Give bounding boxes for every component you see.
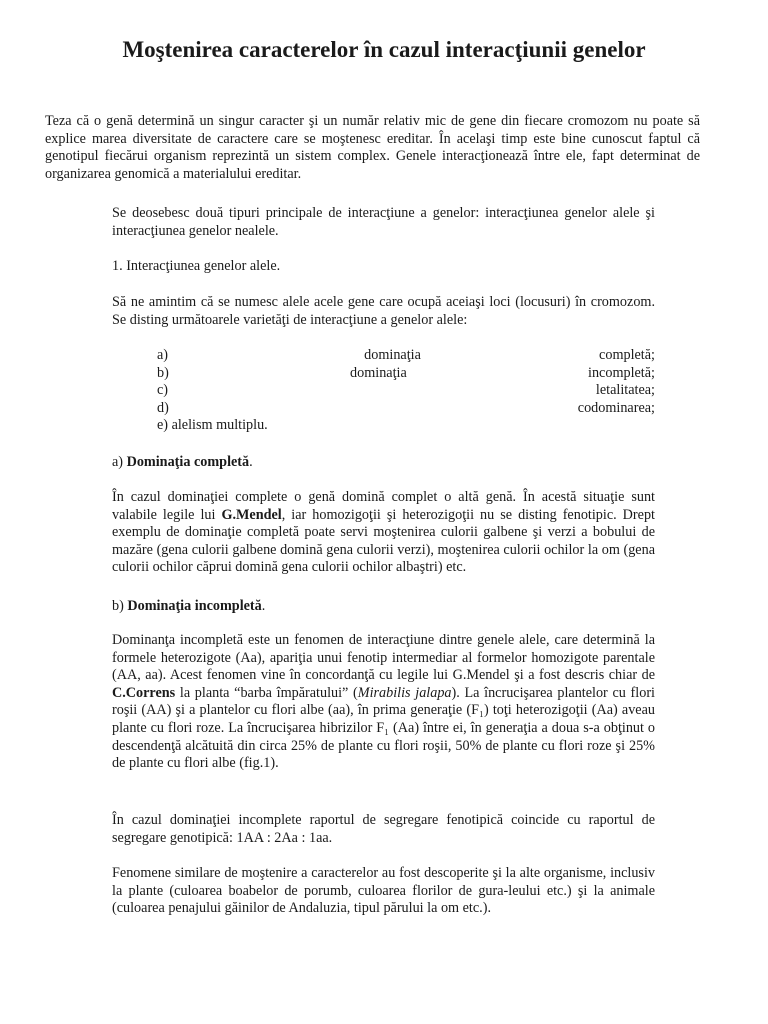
segregation-paragraph: În cazul dominaţiei incomplete raportul de segregare fenotipică coincide cu raportul de segregare genotipică: 1AA : 2Aa : 1aa. <box>112 812 655 846</box>
list-item: a) dominaţia completă; <box>157 347 655 363</box>
page-title: Moştenirea caracterelor în cazul interacţiunii genelor <box>122 37 646 62</box>
list-item: d) codominarea; <box>157 399 655 416</box>
complete-dominance-paragraph: În cazul dominaţiei complete o genă domină complet o altă genă. În acestă situaţie sunt valabile legile lui G.Mendel, iar homozigoţii şi heterozigoţii nu se disting fenotipic. Drept exemplu de dominaţie completă poate servi moştenirea culorii galbene şi verzi a bobului de mazăre (gena culorii galbene domină gena culorii verzi), moştenirea culorii ochilor la om (gena culorii ochilor căprui domină gena culorii ochilor albaştri) etc. <box>112 489 655 576</box>
similar-phenomena-paragraph: Fenomene similare de moştenire a caracterelor au fost descoperite şi la alte organisme, inclusiv la plante (culoarea boabelor de porumb, culoarea florilor de gura-leului etc.) şi la animale (culoarea penajului găinilor de Andaluzia, tipul părului la om etc.). <box>112 865 655 917</box>
intro-paragraph: Teza că o genă determină un singur caracter şi un număr relativ mic de gene din fiecare cromozom nu poate să explice marea diversitate de caractere care se moştenesc ereditar. În acelaşi timp este bine cunoscut faptul că genotipul fiecărui organism reprezintă un sistem complex. Genele interacţionează între ele, fapt determinat de organizarea genomică a materialului ereditar. <box>45 113 700 182</box>
alele-paragraph: Să ne amintim că se numesc alele acele gene care ocupă aceiaşi loci (locusuri) în cromozom. Se disting următoarele varietăţi de interacţiune a genelor alele: <box>112 294 655 328</box>
list-item: c) letalitatea; <box>157 382 655 399</box>
section-heading-alele: 1. Interacţiunea genelor alele. <box>112 258 281 274</box>
types-paragraph: Se deosebesc două tipuri principale de interacţiune a genelor: interacţiunea genelor alele şi interacţiunea genelor nealele. <box>112 205 655 239</box>
section-heading-complete: a) Dominaţia completă. <box>112 454 253 470</box>
list-item: e) alelism multiplu. <box>157 417 268 434</box>
section-heading-incomplete: b) Dominaţia incompletă. <box>112 598 266 614</box>
incomplete-dominance-paragraph: Dominanţa incompletă este un fenomen de interacţiune dintre genele alele, care determină la formele heterozigote (Aa), apariţia unui fenotip intermediar al formelor homozigote parentale (AA, aa). Acest fenomen vine în concordanţă cu legile lui G.Mendel şi a fost descris chiar de C.Correns la planta “barba împăratului” (Mirabilis jalapa). La încrucişarea plantelor cu flori roşii (AA) şi a plantelor cu flori albe (aa), în prima generaţie (F₁) toţi heterozigoţii (Aa) aveau plante cu flori roze. La încrucişarea hibrizilor F₁ (Aa) între ei, în generaţia a doua s-a obţinut o descendenţă alcătuită din circa 25% de plante cu flori roşii, 50% de plante cu flori roze şi 25% de plante cu flori albe (fig.1). <box>112 632 655 772</box>
variety-list <box>157 347 655 435</box>
list-item: b) dominaţia incompletă; <box>157 364 655 381</box>
